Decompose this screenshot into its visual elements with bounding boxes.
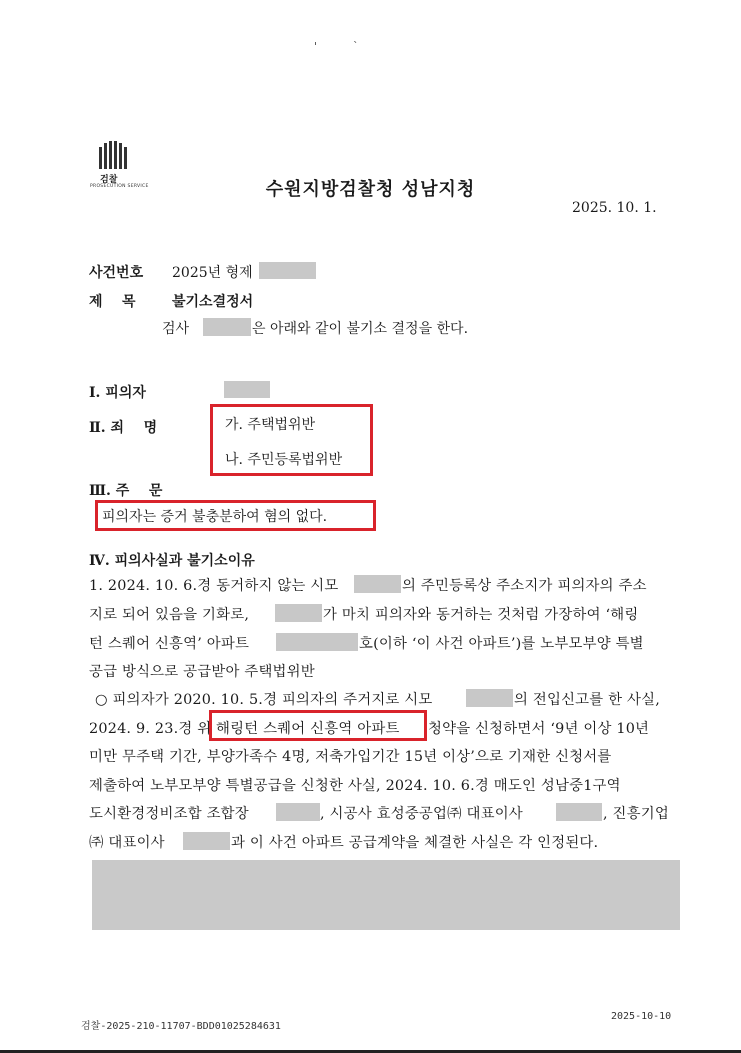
redaction-ceo-1 — [556, 803, 602, 821]
redaction-ceo-2 — [183, 832, 230, 850]
scan-specks: '` — [314, 40, 395, 53]
charge-a: 가. 주택법위반 — [225, 417, 316, 433]
intro-suffix: 은 아래와 같이 불기소 결정을 한다. — [252, 321, 469, 337]
redaction-case-number — [259, 262, 316, 279]
logo-wordmark: 검찰 — [100, 175, 118, 185]
case-number-value: 2025년 형제 — [172, 265, 253, 281]
section-3-label: Ⅲ. 주 문 — [89, 483, 163, 499]
intro-prefix: 검사 — [162, 321, 190, 337]
body-line-7: 미만 무주택 기간, 부양가족수 4명, 저축가입기간 15년 이상’으로 기재한 신청서를 — [89, 749, 612, 765]
body-line-9c: , 진흥기업 — [603, 806, 669, 822]
body-line-3b: 호(이하 ‘이 사건 아파트’)를 노부모부양 특별 — [359, 636, 644, 652]
redaction-union-head — [276, 803, 320, 821]
redaction-mother-in-law-3 — [466, 689, 513, 707]
document-id: 검찰-2025-210-11707-BDD01025284631 — [81, 1021, 281, 1032]
redaction-mother-in-law-2 — [275, 604, 322, 622]
body-line-5b: 의 전입신고를 한 사실, — [514, 692, 661, 708]
body-line-3a: 턴 스퀘어 신흥역’ 아파트 — [89, 636, 250, 652]
redaction-mother-in-law-1 — [354, 575, 401, 593]
body-line-1b: 의 주민등록상 주소지가 피의자의 주소 — [402, 578, 647, 594]
agency-title: 수원지방검찰청 성남지청 — [265, 179, 476, 200]
section-1-label: Ⅰ. 피의자 — [89, 385, 146, 401]
section-2-label: Ⅱ. 죄 명 — [89, 420, 158, 436]
redaction-prosecutor — [203, 318, 251, 336]
print-date: 2025-10-10 — [611, 1011, 672, 1022]
body-line-6a: 2024. 9. 23.경 위 — [89, 721, 212, 737]
body-line-9b: , 시공사 효성중공업㈜ 대표이사 — [320, 806, 523, 822]
case-number-label: 사건번호 — [89, 265, 144, 281]
body-line-10b: 과 이 사건 아파트 공급계약을 체결한 사실은 각 인정된다. — [231, 835, 599, 851]
charge-b: 나. 주민등록법위반 — [225, 452, 343, 468]
body-line-6c: 청약을 신청하면서 ‘9년 이상 10년 — [428, 721, 650, 737]
body-line-9a: 도시환경정비조합 조합장 — [89, 806, 249, 822]
subject-label: 제 목 — [89, 294, 136, 310]
body-line-6b: 해링턴 스퀘어 신흥역 아파트 — [216, 721, 400, 737]
redaction-block-large — [92, 860, 680, 930]
body-line-8: 제출하여 노부모부양 특별공급을 신청한 사실, 2024. 10. 6.경 매도인 성남중1구역 — [89, 778, 621, 794]
logo-subtitle: PROSECUTION SERVICE — [90, 184, 149, 189]
prosecution-logo-icon — [99, 141, 133, 169]
body-line-2b: 가 마치 피의자와 동거하는 것처럼 가장하여 ‘해링 — [323, 607, 639, 623]
redaction-unit-number — [276, 633, 358, 651]
body-line-10a: ㈜ 대표이사 — [89, 835, 165, 851]
document-date: 2025. 10. 1. — [572, 200, 657, 216]
body-line-4: 공급 방식으로 공급받아 주택법위반 — [89, 664, 315, 680]
redaction-suspect — [224, 381, 270, 398]
disposition-text: 피의자는 증거 불충분하여 혐의 없다. — [102, 509, 328, 525]
body-line-2a: 지로 되어 있음을 기화로, — [89, 607, 250, 623]
subject-value: 불기소결정서 — [172, 294, 254, 310]
body-line-1a: 1. 2024. 10. 6.경 동거하지 않는 시모 — [89, 578, 339, 594]
section-4-label: Ⅳ. 피의사실과 불기소이유 — [89, 553, 255, 569]
body-line-5a: ○ 피의자가 2020. 10. 5.경 피의자의 주거지로 시모 — [95, 692, 433, 708]
